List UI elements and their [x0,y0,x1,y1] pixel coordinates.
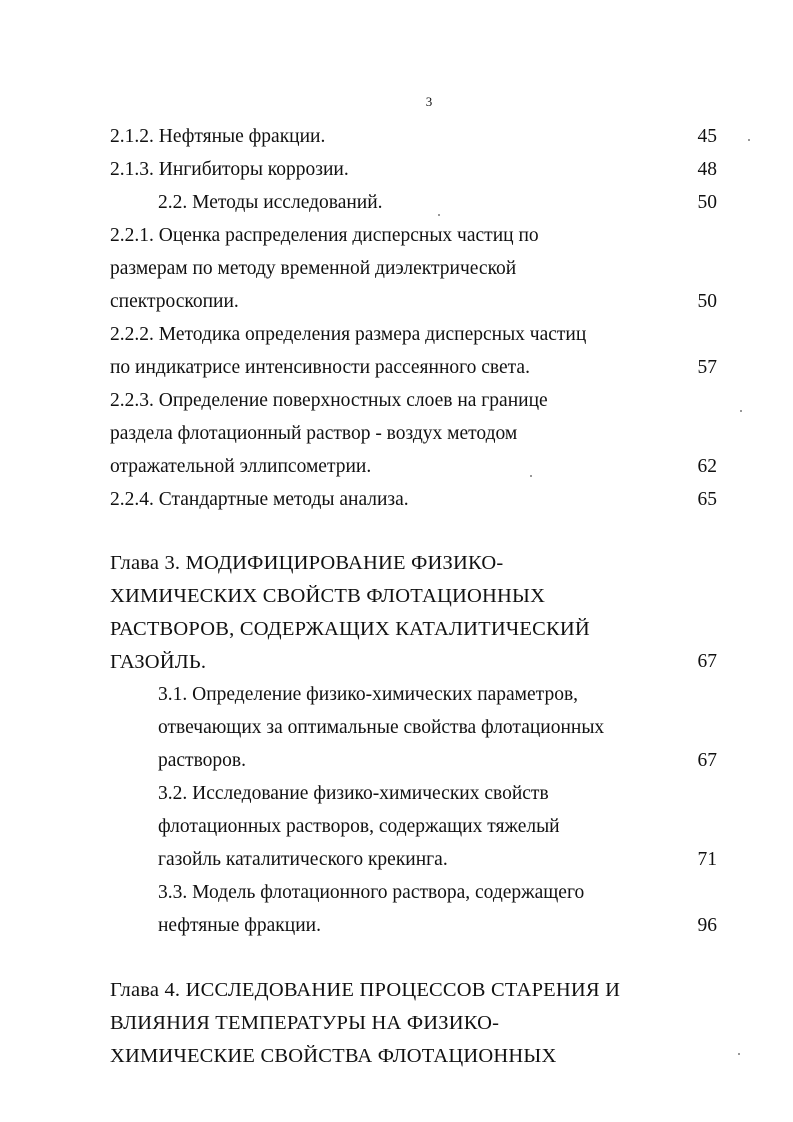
toc-chapter-heading: РАСТВОРОВ, СОДЕРЖАЩИХ КАТАЛИТИЧЕСКИЙ [110,618,590,640]
toc-entry-text: 3.1. Определение физико-химических параметров, [158,684,579,705]
toc-entry-text: растворов. [158,750,246,771]
toc-entry-text: отражательной эллипсометрии. [110,456,372,477]
toc-entry-page: 67 [697,651,717,672]
scan-speck [438,214,440,216]
toc-entry-text: 2.2.3. Определение поверхностных слоев на границе [110,390,548,411]
toc-entry-page: 62 [697,456,717,477]
toc-entry-page: 48 [697,159,717,180]
toc-entry-text: нефтяные фракции. [158,915,321,936]
scan-speck [740,410,742,412]
toc-entry-page: 50 [697,192,717,213]
page-number: 3 [425,94,433,109]
toc-entry-text: 2.2. Методы исследований. [158,192,383,213]
toc-entry-text: раздела флотационный раствор - воздух методом [110,423,518,444]
toc-entry-page: 96 [697,915,717,936]
toc-entry-text: 2.2.1. Оценка распределения дисперсных частиц по [110,225,539,246]
toc-entry-page: 71 [697,849,717,870]
toc-entry-text: 2.2.4. Стандартные методы анализа. [110,489,409,510]
toc-chapter-heading: Глава 3. МОДИФИЦИРОВАНИЕ ФИЗИКО- [110,552,504,574]
scan-speck [530,475,532,477]
toc-entry-text: 2.1.2. Нефтяные фракции. [110,126,326,147]
toc-entry-page: 50 [697,291,717,312]
toc-entry-text: газойль каталитического крекинга. [158,849,448,870]
toc-chapter-heading: ГАЗОЙЛЬ. [110,651,207,673]
toc-entry-text: 3.3. Модель флотационного раствора, содержащего [158,882,585,903]
toc-entry-page: 65 [697,489,717,510]
toc-entry-text: отвечающих за оптимальные свойства флотационных [158,717,605,738]
toc-chapter-heading: ВЛИЯНИЯ ТЕМПЕРАТУРЫ НА ФИЗИКО- [110,1012,500,1034]
scan-speck [748,139,750,141]
toc-entry-text: 2.1.3. Ингибиторы коррозии. [110,159,349,180]
toc-entry-text: флотационных растворов, содержащих тяжелый [158,816,560,837]
toc-entry-page: 67 [697,750,717,771]
scan-speck [738,1053,740,1055]
toc-entry-text: по индикатрисе интенсивности рассеянного света. [110,357,530,378]
toc-entry-text: размерам по методу временной диэлектрической [110,258,517,279]
toc-chapter-heading: ХИМИЧЕСКИХ СВОЙСТВ ФЛОТАЦИОННЫХ [110,585,546,607]
toc-chapter-heading: Глава 4. ИССЛЕДОВАНИЕ ПРОЦЕССОВ СТАРЕНИЯ И [110,979,621,1001]
toc-entry-text: 2.2.2. Методика определения размера дисперсных частиц [110,324,587,345]
toc-entry-page: 57 [697,357,717,378]
toc-chapter-heading: ХИМИЧЕСКИЕ СВОЙСТВА ФЛОТАЦИОННЫХ [110,1045,557,1067]
toc-entry-text: 3.2. Исследование физико-химических свойств [158,783,549,804]
toc-entry-text: спектроскопии. [110,291,239,312]
toc-entry-page: 45 [697,126,717,147]
